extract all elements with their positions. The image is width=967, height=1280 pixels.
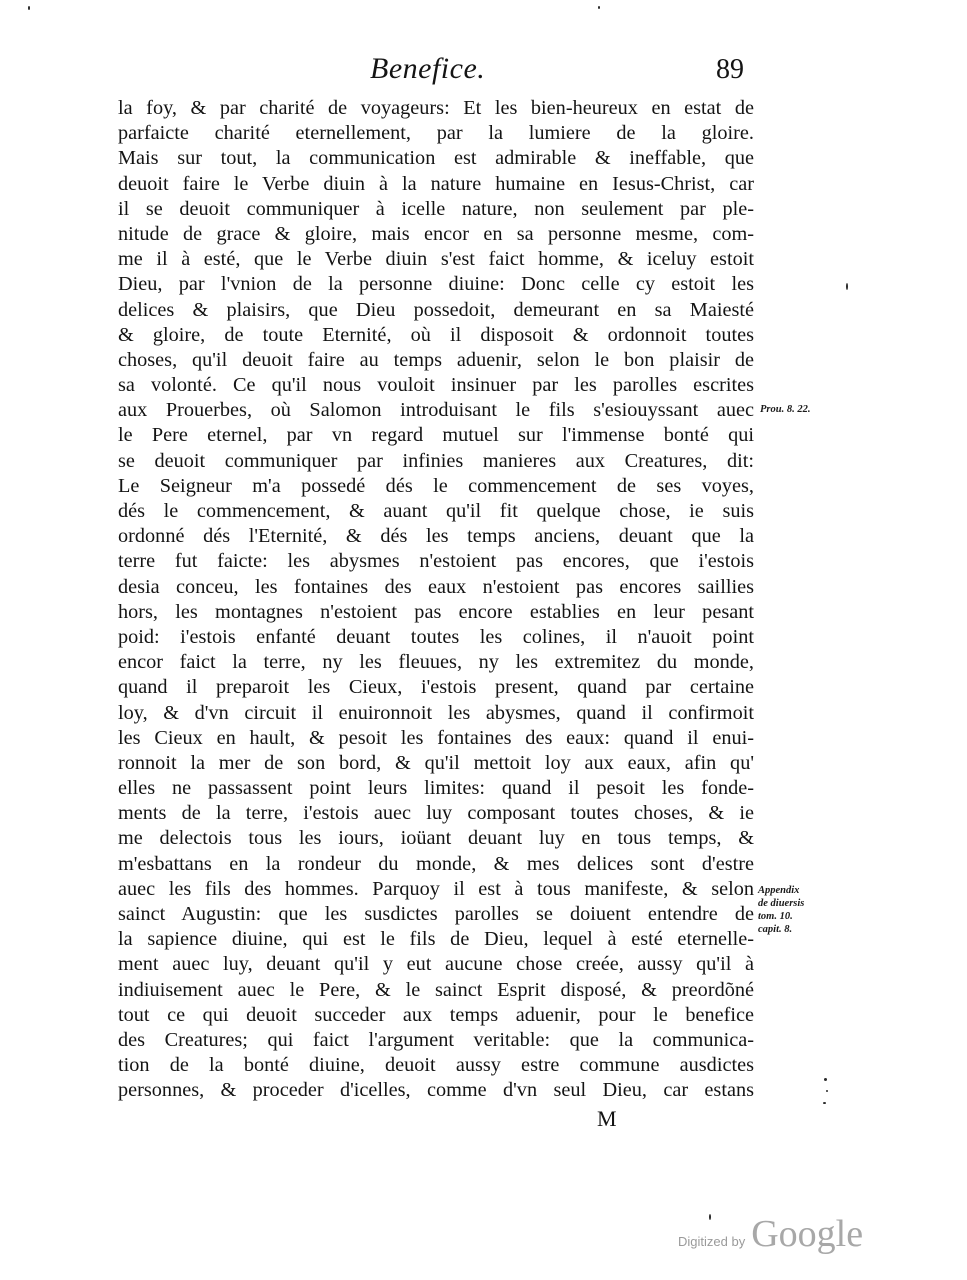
text-line: me il à esté, que le Verbe diuin s'est faict homme, & iceluy estoit [118, 248, 754, 271]
text-line: parfaicte charité eternellement, par la lumiere de la gloire. [118, 122, 754, 145]
digitized-prefix: Digitized by [678, 1234, 746, 1249]
text-line: il se deuoit communiquer à icelle nature, non seulement par ple- [118, 197, 754, 220]
text-line: la foy, & par charité de voyageurs: Et les bien-heureux en estat de [118, 97, 754, 119]
text-line: des Creatures; qui faict l'argument veritable: que la communica- [118, 1028, 754, 1051]
text-line: dés le commencement, & auant qu'il fit quelque chose, ie suis [118, 500, 754, 522]
text-line: & gloire, de toute Eternité, où il disposoit & ordonnoit toutes [118, 323, 754, 346]
margin-note-line: tom. 10. [758, 911, 793, 922]
ink-speck [826, 1090, 828, 1092]
text-line: ments de la terre, i'estois auec luy composant toutes choses, & ie [118, 802, 754, 825]
text-line: tout ce qui deuoit succeder aux temps aduenir, pour le benefice [118, 1003, 754, 1026]
ink-speck [846, 283, 848, 290]
margin-note-appendix [758, 884, 838, 936]
text-line: auec les fils des hommes. Parquoy il est à tous manifeste, & selon [118, 877, 754, 900]
ink-speck [824, 1078, 827, 1081]
text-line: elles ne passassent point leurs limites: quand il pesoit les fonde- [118, 777, 754, 800]
text-line: ordonné dés l'Eternité, & dés les temps anciens, deuant que la [118, 525, 754, 548]
text-line: les Cieux en hault, & pesoit les fontaines des eaux: quand il enui- [118, 726, 754, 749]
text-line: Mais sur tout, la communication est admirable & ineffable, que [118, 147, 754, 170]
text-line: ment auec luy, deuant qu'il y eut aucune chose creée, aussy qu'il à [118, 953, 754, 976]
text-line: aux Prouerbes, où Salomon introduisant le fils s'esiouyssant auec [118, 399, 754, 422]
ink-speck [823, 1102, 826, 1104]
margin-note-line: de diuersis [758, 898, 805, 909]
text-line: se deuoit communiquer par infinies manieres aux Creatures, dit: [118, 449, 754, 472]
text-line: Le Seigneur m'a possedé dés le commencement de ses voyes, [118, 474, 754, 497]
text-line: le Pere eternel, par vn regard mutuel sur l'immense bonté qui [118, 424, 754, 447]
text-line: sa volonté. Ce qu'il nous vouloit insinuer par les parolles escrites [118, 374, 754, 397]
text-line: desia conceu, les fontaines des eaux n'estoient pas encores saillies [118, 575, 754, 598]
margin-note-line: capit. 8. [758, 924, 793, 935]
google-logo: Google [751, 1213, 864, 1255]
text-line: la sapience diuine, qui est le fils de Dieu, lequel à esté eternelle- [118, 928, 754, 951]
text-line: personnes, & proceder d'icelles, comme d'vn seul Dieu, car estans [118, 1079, 754, 1102]
text-line: indiuisement auec le Pere, & le sainct Esprit disposé, & preordõné [118, 978, 754, 1001]
digitized-watermark [678, 1212, 863, 1256]
ink-speck [28, 6, 30, 10]
text-line: hors, les montagnes n'estoient pas encore establies en leur pesant [118, 600, 754, 623]
text-line: Dieu, par l'vnion de la personne diuine: Donc celle cy estoit les [118, 273, 754, 296]
text-line: encor faict la terre, ny les fleuues, ny les extremitez du monde, [118, 651, 754, 674]
text-line: delices & plaisirs, que Dieu possedoit, demeurant en sa Maiesté [118, 298, 754, 321]
text-line: quand il preparoit les Cieux, i'estois present, quand par certaine [118, 676, 754, 699]
text-line: sainct Augustin: que les susdictes parolles se doiuent entendre de [118, 903, 754, 925]
text-line: terre fut faicte: les abysmes n'estoient pas encores, que i'estois [118, 550, 754, 573]
ink-speck [598, 6, 600, 9]
text-line: m'esbattans en la rondeur du monde, & mes delices sont d'estre [118, 852, 754, 875]
text-line: tion de la bonté diuine, deuoit aussy estre commune ausdictes [118, 1054, 754, 1077]
text-line: me delectois tous les iours, ioüant deuant luy en tous temps, & [118, 827, 754, 850]
text-line: loy, & d'vn circuit il enuironnoit les abysmes, quand il confirmoit [118, 701, 754, 724]
margin-note-proverbs: Prou. 8. 22. [760, 404, 811, 415]
text-line: ronnoit la mer de son bord, & qu'il mettoit loy aux eaux, afin qu' [118, 751, 754, 774]
text-line: choses, qu'il deuoit faire au temps aduenir, selon le bon plaisir de [118, 348, 754, 371]
body-text [118, 96, 754, 1104]
text-line: deuoit faire le Verbe diuin à la nature humaine en Iesus-Christ, car [118, 172, 754, 195]
text-line: poid: i'estois enfanté deuant toutes les colines, il n'auoit point [118, 625, 754, 648]
signature-mark: M [597, 1106, 617, 1131]
text-line: nitude de grace & gloire, mais encor en sa personne mesme, com- [118, 222, 754, 245]
margin-note-line: Appendix [758, 885, 800, 896]
page-number: 89 [716, 54, 744, 85]
running-head: Benefice. [370, 52, 486, 85]
